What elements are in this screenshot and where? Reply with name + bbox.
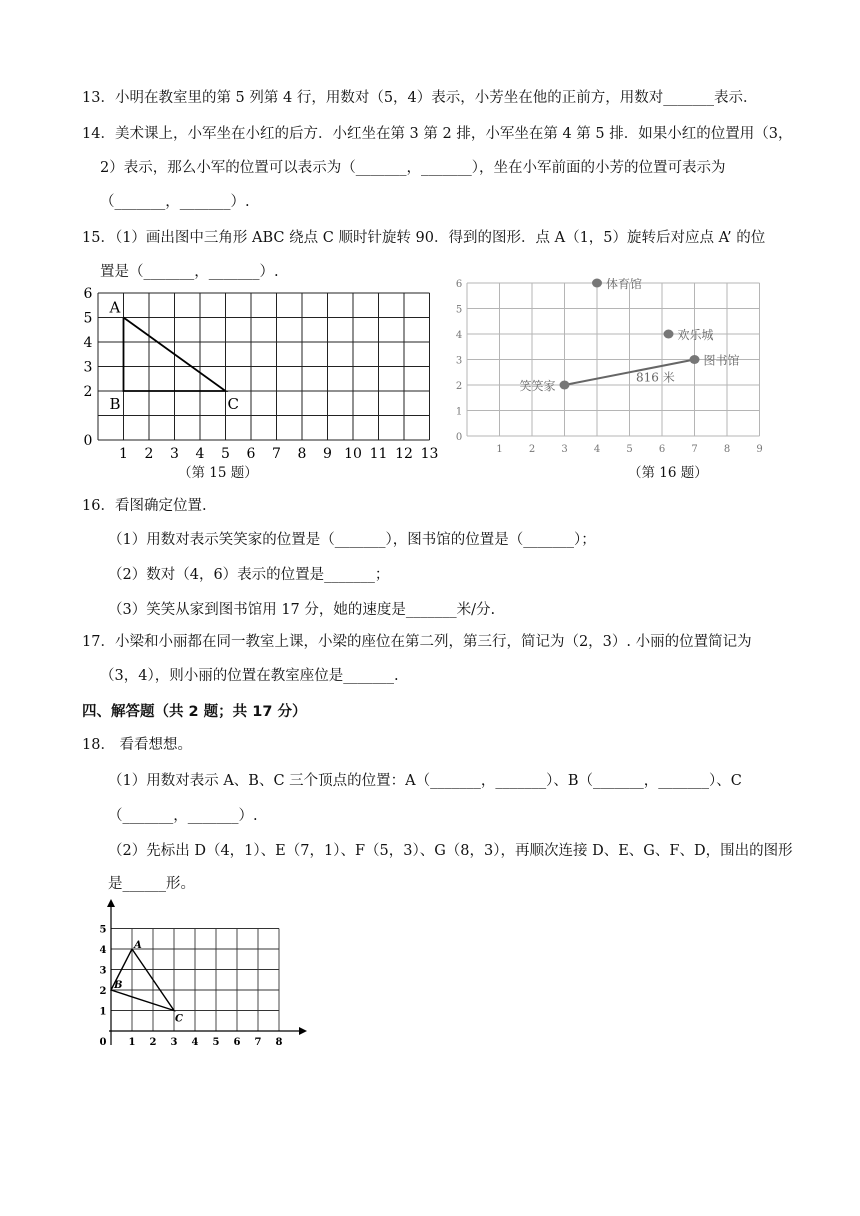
x-tick-label: 2 (149, 1037, 157, 1048)
x-tick-label: 5 (221, 446, 230, 460)
question-16-part-3: （3）笑笑从家到图书馆用 17 分，她的速度是_______米/分. (108, 602, 496, 618)
question-18: 18． 看看想想。 (82, 737, 193, 753)
y-tick-label: 2 (99, 986, 107, 997)
x-tick-label: 12 (395, 446, 413, 460)
x-tick-label: 10 (344, 446, 362, 460)
y-tick-label: 5 (99, 924, 107, 936)
question-18-part-1-line-2: （_______，_______）. (108, 808, 258, 824)
point-a-label: A (109, 298, 121, 317)
question-18-part-1-line-1: （1）用数对表示 A、B、C 三个顶点的位置：A（_______，_______）、B（_______，_______）、C (108, 773, 742, 789)
figure-16-caption: （第 16 题） (628, 465, 708, 481)
question-17-line-2: （3，4），则小丽的位置在教室座位是_______. (100, 668, 399, 684)
y-tick-label: 3 (99, 965, 107, 977)
y-tick-label: 1 (455, 406, 463, 418)
y-tick-label: 3 (83, 359, 93, 376)
figure-18-grid (95, 895, 315, 1055)
y-tick-label: 0 (455, 432, 463, 443)
x-tick-label: 1 (496, 444, 503, 455)
x-tick-label: 2 (144, 446, 154, 460)
y-tick-label: 2 (455, 381, 463, 392)
point-b-label: B (109, 395, 121, 413)
x-tick-label: 8 (723, 444, 731, 455)
x-tick-label: 4 (195, 446, 205, 460)
x-tick-label: 5 (212, 1037, 220, 1048)
x-tick-label: 1 (128, 1037, 136, 1048)
x-tick-label: 11 (369, 446, 388, 460)
section-4-heading: 四、解答题（共 2 题；共 17 分） (82, 704, 307, 720)
y-tick-label: 6 (83, 286, 93, 302)
point-a-label: A (134, 940, 142, 951)
x-tick-label: 2 (528, 444, 536, 455)
question-13: 13．小明在教室里的第 5 列第 4 行，用数对（5，4）表示，小芳坐在他的正前方，用数对_______表示． (82, 90, 758, 106)
place-marker (592, 279, 602, 288)
place-label: 体育馆 (606, 278, 643, 291)
place-marker (690, 355, 700, 364)
x-tick-label: 1 (119, 446, 128, 460)
y-tick-label: 4 (455, 330, 463, 341)
x-tick-label: 5 (626, 444, 633, 455)
place-label: 笑笑家 (519, 379, 556, 393)
place-marker (560, 381, 570, 390)
question-15-line-2: 置是（_______，_______）. (100, 264, 279, 280)
y-tick-label: 4 (83, 335, 93, 351)
y-axis-arrow (107, 899, 115, 907)
y-tick-label: 6 (455, 279, 463, 290)
x-tick-label: 0 (99, 1037, 107, 1048)
x-tick-label: 9 (756, 444, 763, 455)
x-axis-arrow (299, 1027, 307, 1035)
x-tick-label: 13 (420, 446, 439, 460)
x-tick-label: 3 (561, 444, 568, 455)
y-tick-label: 5 (455, 304, 463, 316)
place-marker (664, 330, 674, 339)
x-tick-label: 9 (323, 446, 332, 460)
place-label: 欢乐城 (677, 328, 714, 342)
x-tick-label: 6 (658, 444, 666, 455)
question-16-part-1: （1）用数对表示笑笑家的位置是（_______），图书馆的位置是（_______）； (108, 532, 596, 548)
question-14-line-1: 14．美术课上，小军坐在小红的后方．小红坐在第 3 第 2 排，小军坐在第 4 第 5 排．如果小红的位置用（3， (82, 126, 793, 142)
y-tick-label: 2 (83, 384, 93, 400)
question-18-part-2-line-1: （2）先标出 D（4，1）、E（7，1）、F（5，3）、G（8，3），再顺次连接 D、E、G、F、D，围出的图形 (108, 843, 793, 859)
figure-15-grid (80, 285, 440, 460)
distance-label: 816 米 (636, 370, 675, 385)
y-tick-label: 1 (99, 1006, 107, 1018)
y-tick-label: 4 (99, 945, 107, 956)
x-tick-label: 3 (170, 446, 179, 460)
place-label: 图书馆 (703, 353, 740, 368)
question-15-line-1: 15．（1）画出图中三角形 ABC 绕点 C 顺时针旋转 90．得到的图形．点 A（1，5）旋转后对应点 A’ 的位 (82, 230, 766, 246)
question-18-part-2-line-2: 是______形。 (108, 876, 195, 892)
question-14-line-2: 2）表示，那么小军的位置可以表示为（_______，_______），坐在小军前面的小芳的位置可表示为 (100, 160, 726, 176)
x-tick-label: 7 (272, 446, 281, 460)
figure-16-map (445, 278, 775, 460)
x-tick-label: 8 (275, 1037, 283, 1048)
y-tick-label: 5 (83, 310, 93, 327)
question-16: 16．看图确定位置. (82, 498, 207, 514)
point-c-label: C (227, 395, 239, 413)
x-tick-label: 4 (593, 444, 601, 455)
x-tick-label: 7 (254, 1037, 262, 1048)
x-tick-label: 6 (246, 446, 256, 460)
question-17-line-1: 17．小梁和小丽都在同一教室上课，小梁的座位在第二列，第三行，简记为（2，3）. 小丽的位置简记为 (82, 634, 752, 650)
y-tick-label: 3 (455, 355, 463, 367)
point-c-label: C (175, 1013, 183, 1025)
x-tick-label: 4 (191, 1037, 199, 1048)
x-tick-label: 3 (170, 1037, 178, 1048)
x-tick-label: 8 (297, 446, 307, 460)
figure-15-caption: （第 15 题） (178, 465, 258, 481)
x-tick-label: 6 (233, 1037, 241, 1048)
point-b-label: B (114, 980, 123, 991)
question-16-part-2: （2）数对（4，6）表示的位置是_______； (108, 567, 390, 583)
question-14-line-3: （_______，_______）. (100, 194, 250, 210)
x-tick-label: 7 (691, 444, 698, 455)
y-tick-label: 0 (83, 433, 93, 449)
